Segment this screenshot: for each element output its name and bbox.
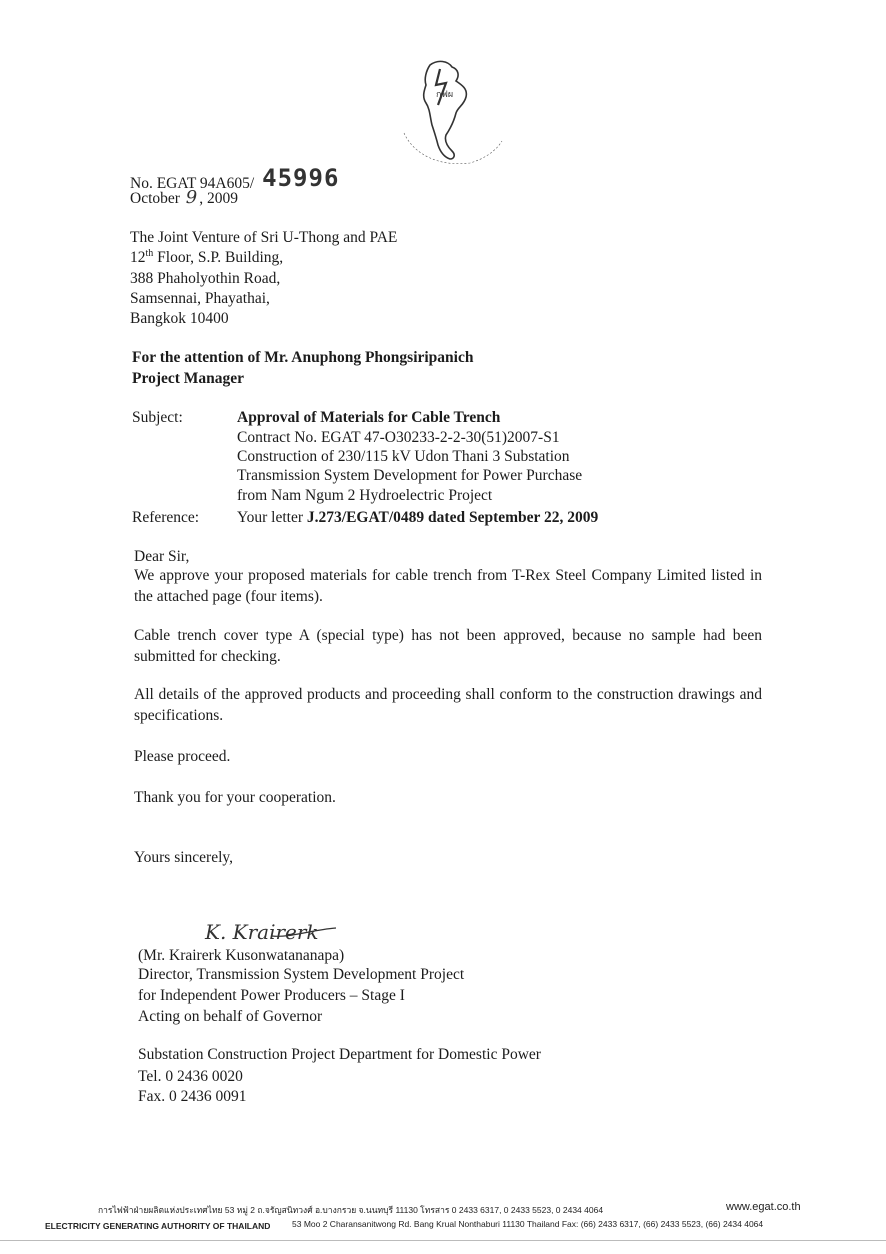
date-month: October [130,190,180,207]
attention-title: Project Manager [132,370,245,387]
reference-label: Reference: [132,509,200,526]
signatory-title-3: Acting on behalf of Governor [138,1008,323,1025]
recipient-line-2 [130,248,283,268]
footer-website: www.egat.co.th [726,1201,801,1213]
handwritten-signature: K. Krairerk [205,920,319,944]
subject-contract: Contract No. EGAT 47-O30233-2-2-30(51)2007-S1 [237,429,560,446]
recipient-line-4: Samsennai, Phayathai, [130,290,270,307]
subject-project: from Nam Ngum 2 Hydroelectric Project [237,487,493,504]
letter-date [130,188,238,209]
signatory-title-2: for Independent Power Producers – Stage I [138,987,405,1004]
subject-title: Approval of Materials for Cable Trench [237,409,501,426]
attention-line: For the attention of Mr. Anuphong Phongsiripanich [132,349,474,366]
signature-flourish-icon [270,924,340,940]
floor-building: Floor, S.P. Building, [153,249,284,266]
footer-thai-line: การไฟฟ้าฝ่ายผลิตแห่งประเทศไทย 53 หมู่ 2 ถ.จรัญสนิทวงศ์ อ.บางกรวย จ.นนทบุรี 11130 โทรสาร 0 2433 6317, 0 2433 5523, 0 2434 4064 [98,1205,604,1215]
department: Substation Construction Project Department for Domestic Power [138,1046,541,1063]
footer-address: 53 Moo 2 Charansanitwong Rd. Bang Krual Nonthaburi 11130 Thailand Fax: (66) 2433 6317, (66) 2433 5523, (66) 2434 4064 [292,1219,764,1229]
floor-suffix: th [145,247,154,259]
salutation: Dear Sir, [134,548,190,565]
reference-text [237,508,598,528]
signatory-name: (Mr. Krairerk Kusonwatananapa) [138,947,345,964]
date-year: , 2009 [199,190,238,207]
svg-text:กฟผ: กฟผ [436,90,454,100]
body-paragraph-1: We approve your proposed materials for cable trench from T-Rex Steel Company Limited listed in the attached page (four items). [134,567,762,605]
body-paragraph-3: All details of the approved products and proceeding shall conform to the construction drawings and specifications. [134,686,762,724]
subject-label: Subject: [132,409,183,426]
footer-org-name: ELECTRICITY GENERATING AUTHORITY OF THAILAND [45,1221,271,1231]
closing: Yours sincerely, [134,849,234,866]
date-day-handwritten: 9 [185,187,198,208]
recipient-line-3: 388 Phaholyothin Road, [130,270,281,287]
reference-prefix-text: Your letter [237,509,307,526]
fax: Fax. 0 2436 0091 [138,1088,247,1105]
recipient-line-1: The Joint Venture of Sri U-Thong and PAE [130,229,398,246]
telephone: Tel. 0 2436 0020 [138,1068,243,1085]
footer-divider [0,1240,886,1241]
subject-construction: Construction of 230/115 kV Udon Thani 3 Substation [237,448,570,465]
subject-transmission: Transmission System Development for Power Purchase [237,467,583,484]
body-paragraph-2: Cable trench cover type A (special type) has not been approved, because no sample had been submitted for checking. [134,627,762,665]
egat-logo [400,55,510,175]
reference-number-stamp: 45996 [262,164,340,192]
floor-number: 12 [130,249,146,266]
reference-letter: J.273/EGAT/0489 dated September 22, 2009 [306,509,599,526]
body-paragraph-4: Please proceed. [134,748,231,765]
reference-prefix: No. EGAT 94A605/ [130,175,255,192]
recipient-line-5: Bangkok 10400 [130,310,229,327]
body-paragraph-5: Thank you for your cooperation. [134,789,336,806]
signatory-title-1: Director, Transmission System Development Project [138,966,465,983]
